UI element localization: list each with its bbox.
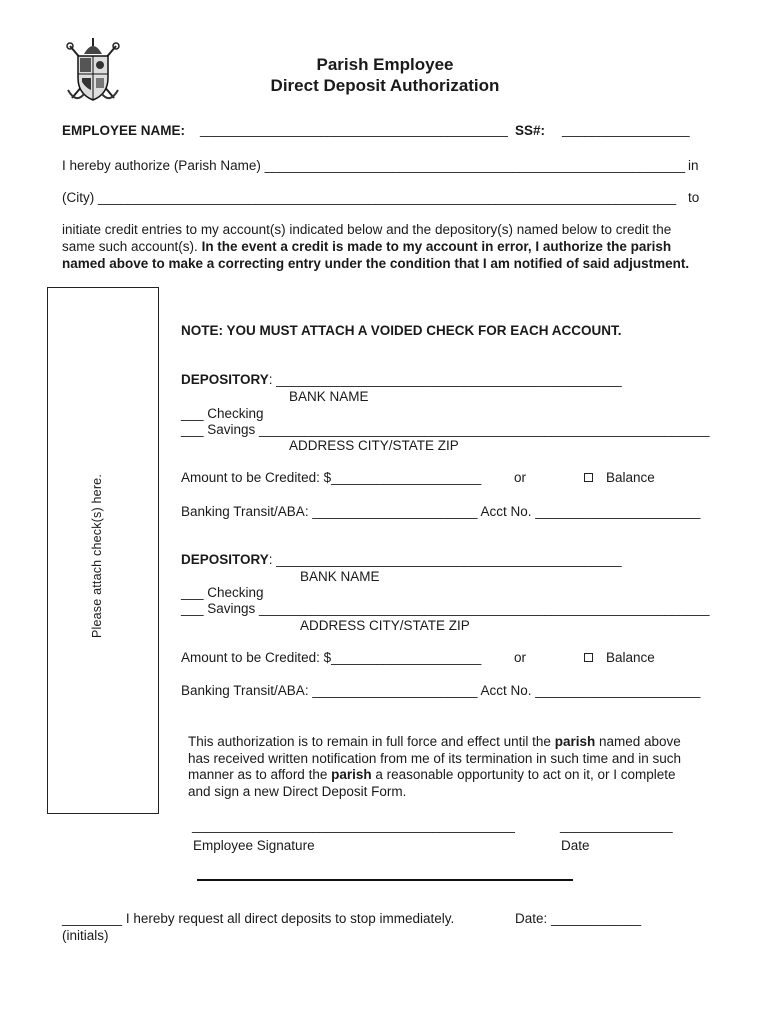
employee-signature-label: Employee Signature [193,838,315,853]
signature-date-label: Date [561,838,590,853]
voided-check-note: NOTE: YOU MUST ATTACH A VOIDED CHECK FOR EACH ACCOUNT. [181,323,622,338]
depository-1-balance-label: Balance [606,470,655,485]
title-line-2: Direct Deposit Authorization [270,76,500,95]
depository-2-transit-acct-field[interactable]: Banking Transit/ABA: ______________________ Acct No. ______________________ [181,683,701,698]
depository-1-savings-address-field[interactable]: ___ Savings ____________________________________________________________ [181,422,710,437]
depository-1-bank-name-label: BANK NAME [289,389,369,404]
employee-name-label: EMPLOYEE NAME: [62,123,186,138]
signature-date-field[interactable]: _______________ [560,818,673,833]
title-line-1: Parish Employee [316,55,454,74]
diocese-crest-icon [62,36,124,108]
depository-2-checking[interactable]: ___ Checking [181,585,264,600]
depository-2-or: or [514,650,527,665]
authorization-line-1: This authorization is to remain in full force and effect until the parish named above [188,734,681,749]
depository-2-bank-field[interactable]: DEPOSITORY: ______________________________________________ [181,552,622,567]
stop-deposits-initials-field[interactable]: ________ I hereby request all direct deposits to stop immediately. [62,911,455,926]
depository-1-or: or [514,470,527,485]
depository-1-address-label: ADDRESS CITY/STATE ZIP [289,438,459,453]
depository-2-amount-field[interactable]: Amount to be Credited: $____________________ [181,650,482,665]
initials-label: (initials) [62,928,109,943]
parish-name-field[interactable]: I hereby authorize (Parish Name) ________________________________________________________ [62,158,686,173]
authorization-line-4: and sign a new Direct Deposit Form. [188,784,407,799]
depository-1-balance-checkbox[interactable] [584,473,593,482]
to-text: to [688,190,700,205]
depository-2-balance-label: Balance [606,650,655,665]
ss-label: SS#: [515,123,546,138]
ss-field[interactable]: _________________ [562,122,690,137]
authorization-line-2: has received written notification from me of its termination in such time and in such [188,751,681,766]
depository-2-balance-checkbox[interactable] [584,653,593,662]
paragraph-line-3: named above to make a correcting entry under the condition that I am notified of said adjustment. [62,256,690,271]
attach-check-text: Please attach check(s) here. [90,473,104,639]
depository-1-amount-field[interactable]: Amount to be Credited: $____________________ [181,470,482,485]
stop-deposits-date-field[interactable]: Date: ____________ [515,911,642,926]
depository-2-address-label: ADDRESS CITY/STATE ZIP [300,618,470,633]
depository-1-bank-field[interactable]: DEPOSITORY: ______________________________________________ [181,372,622,387]
employee-name-field[interactable]: _________________________________________ [200,122,508,137]
employee-signature-field[interactable]: ___________________________________________ [192,818,515,833]
divider-line [197,879,573,881]
paragraph-line-2: same such account(s). In the event a credit is made to my account in error, I authorize the parish [62,239,672,254]
in-text: in [688,158,699,173]
authorization-line-3: manner as to afford the parish a reasonable opportunity to act on it, or I complete [188,767,676,782]
city-field[interactable]: (City) _____________________________________________________________________________ [62,190,677,205]
depository-1-transit-acct-field[interactable]: Banking Transit/ABA: ______________________ Acct No. ______________________ [181,504,701,519]
depository-1-checking[interactable]: ___ Checking [181,406,264,421]
depository-2-bank-name-label: BANK NAME [300,569,380,584]
paragraph-line-1: initiate credit entries to my account(s) indicated below and the depository(s) named below to credit the [62,222,672,237]
depository-2-savings-address-field[interactable]: ___ Savings ____________________________________________________________ [181,601,710,616]
